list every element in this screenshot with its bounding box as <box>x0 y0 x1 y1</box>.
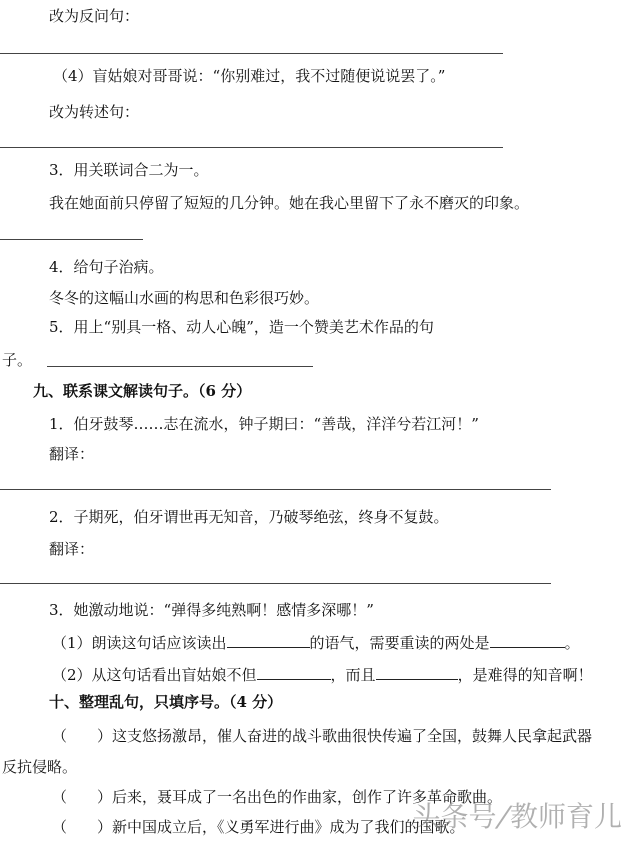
fill-in-question <box>52 632 580 653</box>
answer-line[interactable] <box>0 489 551 490</box>
watermark-left: 头条号 <box>412 800 497 833</box>
translation-label: 翻译： <box>49 540 95 558</box>
rewrite-rhetorical-label: 改为反问句： <box>49 7 140 25</box>
fill-in-text: ，而且 <box>330 666 376 684</box>
fill-in-blank[interactable] <box>490 632 565 648</box>
watermark-slash-icon: / <box>492 800 515 833</box>
question-heading: 3．用关联词合二为一。 <box>49 161 209 179</box>
fill-in-blank[interactable] <box>227 632 310 648</box>
ordering-sentence: （ ）新中国成立后，《义勇军进行曲》成为了我们的国歌。 <box>52 818 465 836</box>
question-sentence: 冬冬的这幅山水画的构思和色彩很巧妙。 <box>49 289 320 307</box>
translation-label: 翻译： <box>49 445 95 463</box>
question-heading: 5．用上“别具一格、动人心魄”，造一个赞美艺术作品的句 <box>49 318 434 336</box>
watermark <box>413 800 622 834</box>
ordering-sentence: （ ）后来，聂耳成了一名出色的作曲家，创作了许多革命歌曲。 <box>52 788 503 806</box>
answer-line[interactable] <box>0 583 551 584</box>
fill-in-text: （1）朗读这句话应该读出 <box>52 634 227 652</box>
fill-in-blank[interactable] <box>257 664 331 680</box>
answer-line[interactable] <box>47 366 313 367</box>
question-sentence: （4）盲姑娘对哥哥说：“你别难过，我不过随便说说罢了。” <box>53 67 446 85</box>
fill-in-question <box>52 664 593 685</box>
answer-line[interactable] <box>0 53 503 54</box>
classical-sentence: 2．子期死，伯牙谓世再无知音，乃破琴绝弦，终身不复鼓。 <box>49 508 449 526</box>
question-heading: 4．给句子治病。 <box>49 258 164 276</box>
classical-sentence: 1．伯牙鼓琴……志在流水，钟子期曰：“善哉，洋洋兮若江河！” <box>49 415 479 433</box>
question-continuation: 子。 <box>2 351 33 369</box>
fill-in-blank[interactable] <box>376 664 458 680</box>
answer-line[interactable] <box>0 147 503 148</box>
ordering-sentence: （ ）这支悠扬激昂，催人奋进的战斗歌曲很快传遍了全国，鼓舞人民拿起武器 <box>52 727 593 745</box>
ordering-continuation: 反抗侵略。 <box>2 758 78 776</box>
fill-in-text: 的语气，需要重读的两处是 <box>309 634 490 652</box>
fill-in-text: （2）从这句话看出盲姑娘不但 <box>52 666 257 684</box>
fill-in-text: 。 <box>564 634 580 652</box>
section-ten-heading: 十、整理乱句，只填序号。（4 分） <box>49 693 283 711</box>
fill-in-text: ，是难得的知音啊！ <box>457 666 593 684</box>
question-sentence: 我在她面前只停留了短短的几分钟。她在我心里留下了永不磨灭的印象。 <box>49 194 530 212</box>
rewrite-indirect-label: 改为转述句： <box>49 103 140 121</box>
question-sentence: 3．她激动地说：“弹得多纯熟啊！感情多深哪！” <box>49 601 374 619</box>
answer-line[interactable] <box>0 239 143 240</box>
section-nine-heading: 九、联系课文解读句子。（6 分） <box>33 382 252 400</box>
watermark-right: 教师育儿 <box>509 800 622 833</box>
